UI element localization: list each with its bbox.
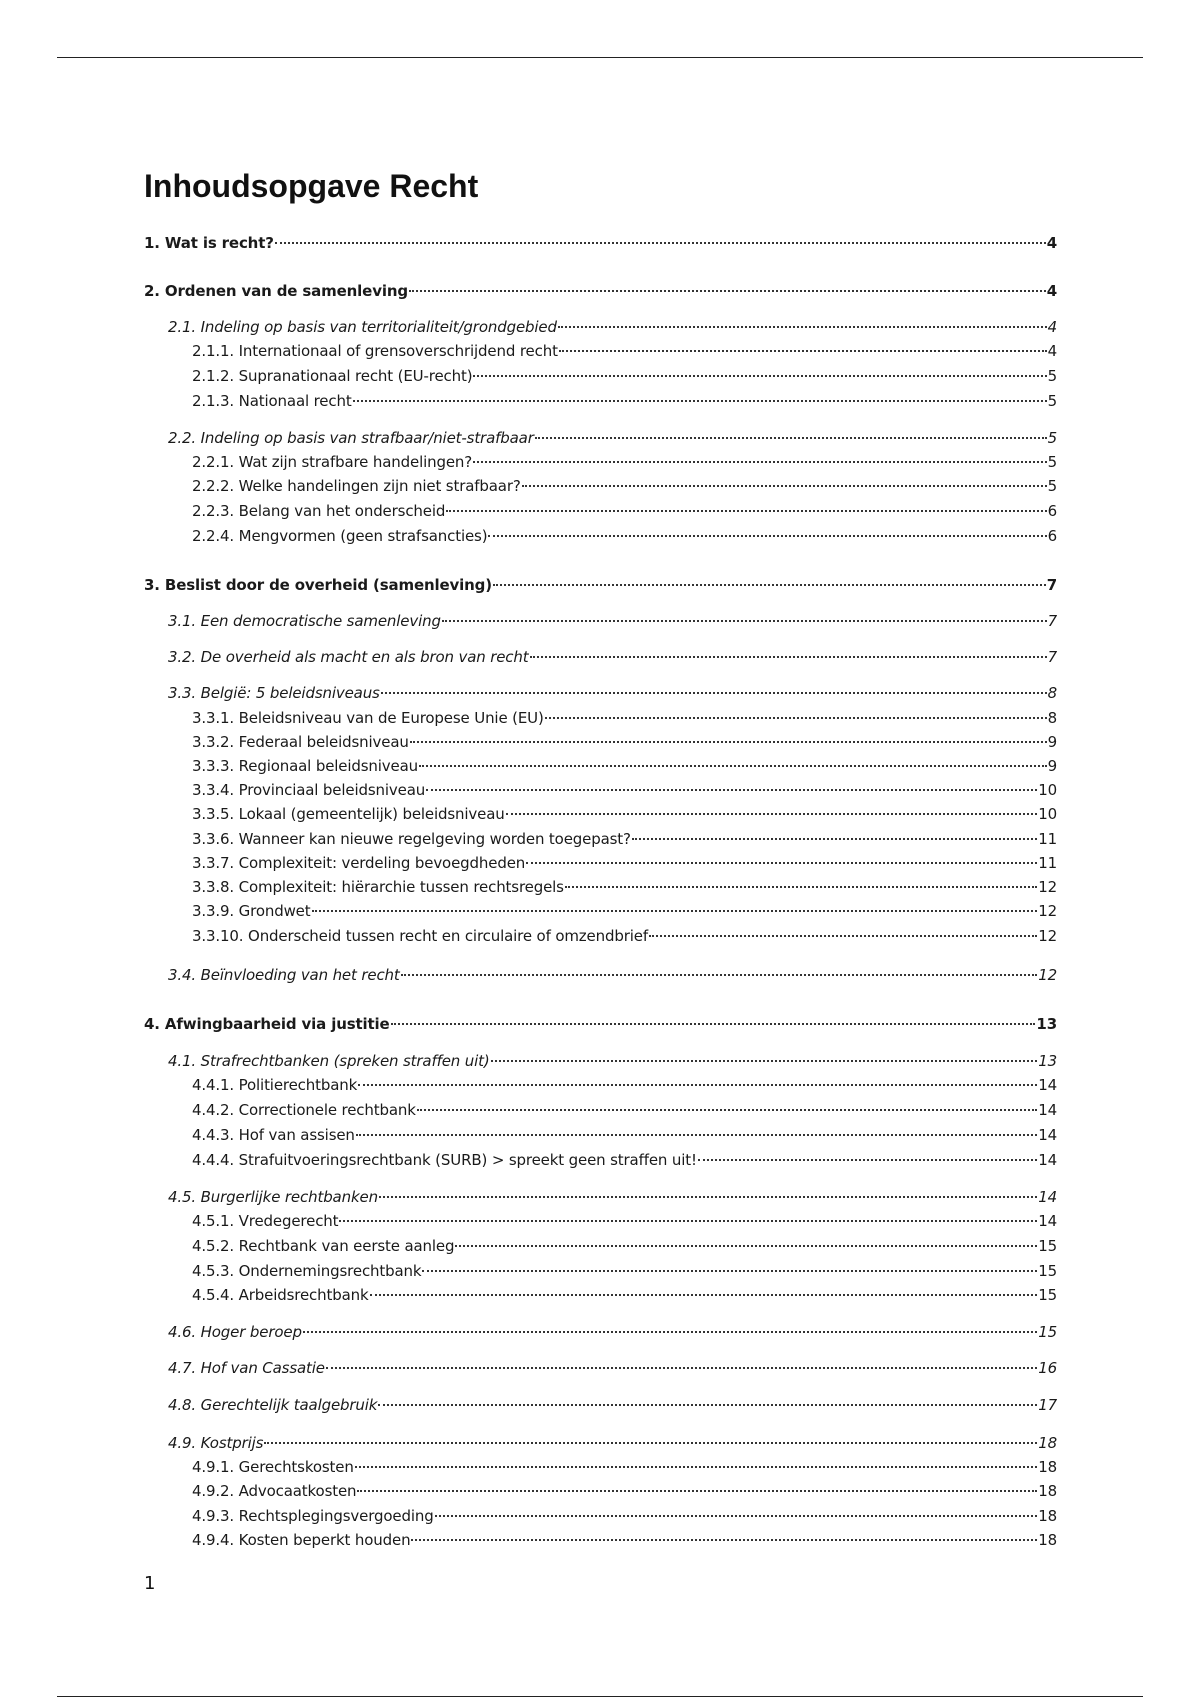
- toc-entry-page: 14: [1038, 1151, 1057, 1169]
- toc-entry[interactable]: [192, 1529, 1057, 1551]
- toc-entry-title: 4.4.3. Hof van assisen: [192, 1126, 355, 1144]
- toc-dot-leader: [565, 886, 1037, 888]
- toc-dot-leader: [409, 290, 1046, 292]
- toc-dot-leader: [303, 1331, 1037, 1333]
- toc-entry[interactable]: [192, 1505, 1057, 1527]
- toc-entry-title: 3.3.6. Wanneer kan nieuwe regelgeving worden toegepast?: [192, 830, 631, 848]
- toc-entry[interactable]: [192, 1074, 1057, 1096]
- toc-entry-page: 18: [1038, 1458, 1057, 1476]
- toc-dot-leader: [358, 1084, 1037, 1086]
- toc-entry-page: 5: [1047, 453, 1057, 471]
- toc-entry-title: 4.5.3. Ondernemingsrechtbank: [192, 1262, 422, 1280]
- toc-entry-page: 12: [1038, 902, 1057, 920]
- toc-entry-title: 2.2.3. Belang van het onderscheid: [192, 502, 446, 520]
- toc-entry[interactable]: [168, 1357, 1057, 1379]
- toc-entry-title: 2.2. Indeling op basis van strafbaar/niet-strafbaar: [168, 429, 534, 447]
- toc-dot-leader: [426, 789, 1037, 791]
- toc-entry-title: 3.3.3. Regionaal beleidsniveau: [192, 757, 419, 775]
- toc-entry-title: 4.9. Kostprijs: [168, 1434, 264, 1452]
- toc-entry[interactable]: [192, 451, 1057, 473]
- toc-entry-page: 6: [1047, 527, 1057, 545]
- toc-entry-page: 10: [1038, 781, 1057, 799]
- toc-entry-page: 11: [1038, 830, 1057, 848]
- toc-dot-leader: [442, 620, 1047, 622]
- toc-entry-title: 4.5.1. Vredegerecht: [192, 1212, 339, 1230]
- toc-entry-title: 3.3.9. Grondwet: [192, 902, 311, 920]
- toc-entry-title: 4.6. Hoger beroep: [168, 1323, 302, 1341]
- toc-entry[interactable]: [192, 707, 1057, 729]
- toc-entry-page: 15: [1038, 1237, 1057, 1255]
- toc-entry-title: 3.4. Beïnvloeding van het recht: [168, 966, 400, 984]
- toc-entry-page: 9: [1047, 733, 1057, 751]
- toc-entry-page: 10: [1038, 805, 1057, 823]
- toc-entry[interactable]: [168, 1394, 1057, 1416]
- toc-entry-page: 13: [1038, 1052, 1057, 1070]
- toc-dot-leader: [558, 326, 1047, 328]
- toc-dot-leader: [353, 400, 1047, 402]
- toc-dot-leader: [264, 1442, 1037, 1444]
- toc-entry[interactable]: [192, 1210, 1057, 1232]
- toc-entry-page: 6: [1047, 502, 1057, 520]
- toc-entry-title: 3. Beslist door de overheid (samenleving): [144, 576, 492, 594]
- toc-dot-leader: [488, 535, 1046, 537]
- toc-entry-page: 8: [1047, 709, 1057, 727]
- toc-entry[interactable]: [192, 340, 1057, 362]
- toc-dot-leader: [632, 838, 1037, 840]
- toc-entry-page: 9: [1047, 757, 1057, 775]
- toc-entry-page: 14: [1038, 1212, 1057, 1230]
- toc-entry-title: 4.5.2. Rechtbank van eerste aanleg: [192, 1237, 455, 1255]
- toc-entry-page: 12: [1038, 966, 1057, 984]
- page-title: Inhoudsopgave Recht: [144, 168, 479, 204]
- toc-entry[interactable]: [168, 1432, 1057, 1454]
- toc-entry[interactable]: [192, 1284, 1057, 1306]
- toc-entry[interactable]: [192, 900, 1057, 922]
- toc-entry-page: 13: [1036, 1015, 1057, 1033]
- toc-entry[interactable]: [144, 1013, 1057, 1035]
- toc-dot-leader: [356, 1134, 1037, 1136]
- toc-entry-title: 2.1.3. Nationaal recht: [192, 392, 352, 410]
- toc-entry-page: 4: [1046, 234, 1057, 252]
- toc-entry-page: 18: [1038, 1531, 1057, 1549]
- toc-entry-title: 3.3.5. Lokaal (gemeentelijk) beleidsniveau: [192, 805, 505, 823]
- toc-entry[interactable]: [168, 1321, 1057, 1343]
- toc-entry[interactable]: [192, 1124, 1057, 1146]
- toc-entry-title: 2.2.4. Mengvormen (geen strafsancties): [192, 527, 488, 545]
- toc-entry-title: 3.3.4. Provinciaal beleidsniveau: [192, 781, 426, 799]
- toc-entry-title: 2.2.1. Wat zijn strafbare handelingen?: [192, 453, 473, 471]
- toc-entry[interactable]: [192, 475, 1057, 497]
- toc-dot-leader: [326, 1367, 1037, 1369]
- toc-entry-page: 14: [1038, 1188, 1057, 1206]
- toc-dot-leader: [357, 1490, 1037, 1492]
- toc-dot-leader: [493, 584, 1046, 586]
- toc-entry-page: 17: [1038, 1396, 1057, 1414]
- toc-dot-leader: [473, 375, 1046, 377]
- toc-entry-title: 4. Afwingbaarheid via justitie: [144, 1015, 390, 1033]
- toc-entry[interactable]: [168, 1050, 1057, 1072]
- toc-entry-title: 4.9.2. Advocaatkosten: [192, 1482, 357, 1500]
- toc-entry[interactable]: [192, 365, 1057, 387]
- toc-entry-page: 16: [1038, 1359, 1057, 1377]
- toc-entry-title: 4.1. Strafrechtbanken (spreken straffen uit): [168, 1052, 490, 1070]
- toc-dot-leader: [410, 741, 1047, 743]
- toc-dot-leader: [275, 242, 1046, 244]
- toc-entry[interactable]: [168, 964, 1057, 986]
- toc-dot-leader: [446, 510, 1046, 512]
- toc-dot-leader: [379, 1196, 1037, 1198]
- toc-entry[interactable]: [144, 280, 1057, 302]
- toc-entry-title: 4.9.3. Rechtsplegingsvergoeding: [192, 1507, 434, 1525]
- toc-dot-leader: [455, 1245, 1037, 1247]
- toc-entry-page: 14: [1038, 1101, 1057, 1119]
- toc-entry-title: 3.3.1. Beleidsniveau van de Europese Unie (EU): [192, 709, 544, 727]
- toc-entry-title: 3.3.2. Federaal beleidsniveau: [192, 733, 409, 751]
- toc-entry-title: 4.5. Burgerlijke rechtbanken: [168, 1188, 378, 1206]
- toc-dot-leader: [417, 1109, 1037, 1111]
- toc-entry[interactable]: [192, 803, 1057, 825]
- toc-dot-leader: [535, 437, 1047, 439]
- toc-entry-title: 2. Ordenen van de samenleving: [144, 282, 408, 300]
- toc-entry[interactable]: [168, 682, 1057, 704]
- toc-entry-title: 3.3.8. Complexiteit: hiërarchie tussen rechtsregels: [192, 878, 564, 896]
- toc-entry[interactable]: [192, 1235, 1057, 1257]
- toc-dot-leader: [559, 350, 1047, 352]
- toc-entry-title: 4.9.1. Gerechtskosten: [192, 1458, 354, 1476]
- toc-entry-title: 3.3.10. Onderscheid tussen recht en circulaire of omzendbrief: [192, 927, 648, 945]
- toc-dot-leader: [381, 692, 1047, 694]
- toc-entry-page: 4: [1046, 282, 1057, 300]
- toc-entry-title: 4.5.4. Arbeidsrechtbank: [192, 1286, 369, 1304]
- toc-entry[interactable]: [168, 610, 1057, 632]
- toc-dot-leader: [435, 1515, 1038, 1517]
- toc-entry[interactable]: [192, 1149, 1057, 1171]
- toc-dot-leader: [545, 717, 1047, 719]
- toc-entry[interactable]: [192, 390, 1057, 412]
- page-number: 1: [144, 1573, 156, 1594]
- toc-entry-page: 5: [1047, 392, 1057, 410]
- toc-entry-page: 15: [1038, 1262, 1057, 1280]
- toc-dot-leader: [491, 1060, 1038, 1062]
- toc-entry[interactable]: [144, 232, 1057, 254]
- toc-dot-leader: [506, 813, 1038, 815]
- toc-dot-leader: [401, 974, 1038, 976]
- toc-entry-title: 2.2.2. Welke handelingen zijn niet strafbaar?: [192, 477, 521, 495]
- toc-entry-title: 3.2. De overheid als macht en als bron van recht: [168, 648, 529, 666]
- toc-entry[interactable]: [192, 852, 1057, 874]
- toc-entry[interactable]: [192, 1099, 1057, 1121]
- toc-dot-leader: [473, 461, 1046, 463]
- toc-entry-page: 18: [1038, 1507, 1057, 1525]
- toc-entry[interactable]: [144, 574, 1057, 596]
- toc-entry-title: 3.3. België: 5 beleidsniveaus: [168, 684, 380, 702]
- toc-entry[interactable]: [192, 876, 1057, 898]
- toc-entry-page: 14: [1038, 1126, 1057, 1144]
- toc-entry[interactable]: [168, 1186, 1057, 1208]
- toc-entry[interactable]: [192, 925, 1057, 947]
- toc-entry-page: 5: [1047, 429, 1057, 447]
- toc-entry[interactable]: [192, 828, 1057, 850]
- toc-entry-title: 2.1.1. Internationaal of grensoverschrijdend recht: [192, 342, 558, 360]
- toc-dot-leader: [419, 765, 1047, 767]
- toc-entry-title: 4.4.2. Correctionele rechtbank: [192, 1101, 416, 1119]
- toc-entry-page: 18: [1038, 1434, 1057, 1452]
- toc-entry[interactable]: [192, 1260, 1057, 1282]
- toc-entry-title: 4.9.4. Kosten beperkt houden: [192, 1531, 411, 1549]
- toc-entry[interactable]: [168, 646, 1057, 668]
- toc-entry-title: 3.1. Een democratische samenleving: [168, 612, 441, 630]
- toc-entry[interactable]: [192, 525, 1057, 547]
- toc-dot-leader: [698, 1159, 1037, 1161]
- toc-entry-page: 4: [1047, 318, 1057, 336]
- toc-entry-page: 15: [1038, 1286, 1057, 1304]
- toc-entry-page: 7: [1047, 612, 1057, 630]
- toc-entry[interactable]: [192, 755, 1057, 777]
- toc-dot-leader: [522, 485, 1047, 487]
- toc-dot-leader: [649, 935, 1037, 937]
- toc-entry-title: 4.4.4. Strafuitvoeringsrechtbank (SURB) > spreekt geen straffen uit!: [192, 1151, 697, 1169]
- toc-entry-title: 4.7. Hof van Cassatie: [168, 1359, 325, 1377]
- toc-dot-leader: [312, 910, 1038, 912]
- toc-entry[interactable]: [192, 731, 1057, 753]
- toc-dot-leader: [411, 1539, 1037, 1541]
- toc-entry-title: 4.4.1. Politierechtbank: [192, 1076, 358, 1094]
- toc-dot-leader: [378, 1404, 1037, 1406]
- toc-entry-page: 11: [1038, 854, 1057, 872]
- toc-dot-leader: [370, 1294, 1038, 1296]
- toc-entry-page: 5: [1047, 367, 1057, 385]
- toc-entry-page: 12: [1038, 878, 1057, 896]
- toc-entry-page: 14: [1038, 1076, 1057, 1094]
- footer-rule: [57, 1696, 1143, 1697]
- toc-entry-page: 12: [1038, 927, 1057, 945]
- toc-dot-leader: [391, 1023, 1036, 1025]
- toc-entry-title: 1. Wat is recht?: [144, 234, 274, 252]
- toc-entry-page: 7: [1046, 576, 1057, 594]
- toc-dot-leader: [526, 862, 1037, 864]
- toc-entry-title: 2.1. Indeling op basis van territorialiteit/grondgebied: [168, 318, 557, 336]
- toc-entry-page: 7: [1047, 648, 1057, 666]
- toc-entry-title: 4.8. Gerechtelijk taalgebruik: [168, 1396, 378, 1414]
- toc-dot-leader: [530, 656, 1047, 658]
- toc-entry-title: 2.1.2. Supranationaal recht (EU-recht): [192, 367, 473, 385]
- toc-entry-page: 18: [1038, 1482, 1057, 1500]
- toc-entry-page: 4: [1047, 342, 1057, 360]
- toc-entry[interactable]: [192, 779, 1057, 801]
- toc-dot-leader: [422, 1270, 1037, 1272]
- toc-entry-page: 5: [1047, 477, 1057, 495]
- toc-dot-leader: [339, 1220, 1037, 1222]
- toc-entry[interactable]: [168, 316, 1057, 338]
- toc-entry-page: 15: [1038, 1323, 1057, 1341]
- toc-entry-title: 3.3.7. Complexiteit: verdeling bevoegdheden: [192, 854, 526, 872]
- toc-entry[interactable]: [192, 1456, 1057, 1478]
- toc-entry-page: 8: [1047, 684, 1057, 702]
- toc-dot-leader: [355, 1466, 1038, 1468]
- toc-entry[interactable]: [168, 427, 1057, 449]
- toc-entry[interactable]: [192, 1480, 1057, 1502]
- toc-entry[interactable]: [192, 500, 1057, 522]
